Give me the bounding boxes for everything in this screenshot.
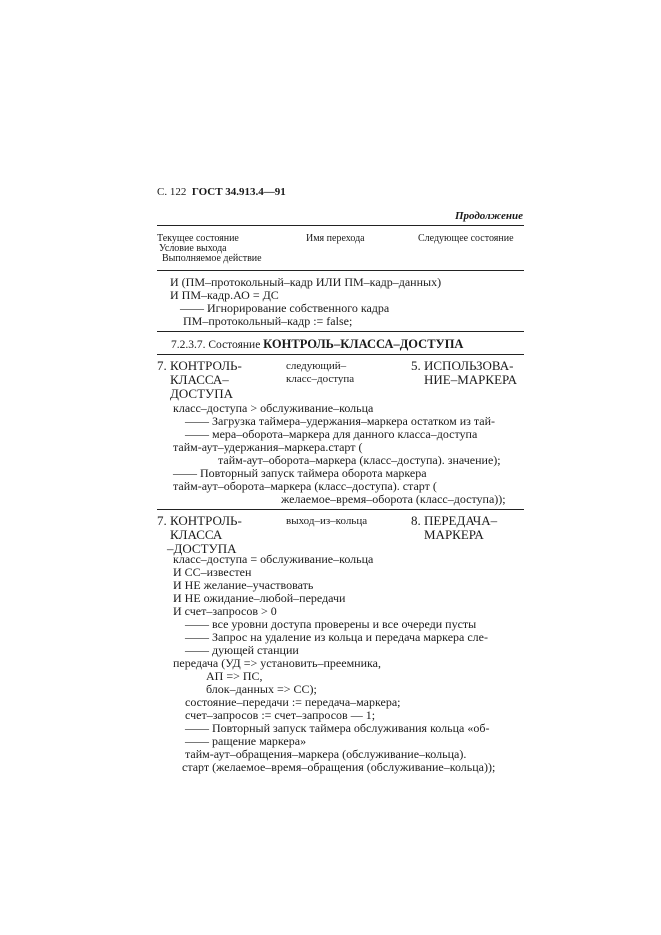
code-line: блок–данных => СС); (206, 682, 317, 696)
row-divider-rule (157, 509, 524, 510)
comment-line: —— Запрос на удаление из кольца и передача маркера сле- (185, 630, 488, 644)
column-header-next-state: Следующее состояние (418, 233, 514, 244)
row2-state: –ДОСТУПА (167, 541, 237, 556)
code-line: тайм-аут–обращения–маркера (обслуживание–кольца). (185, 747, 467, 761)
standard-number: ГОСТ 34.913.4—91 (191, 186, 286, 198)
table-top-rule (157, 225, 524, 226)
row2-transition: выход–из–кольца (286, 515, 368, 527)
code-line: И НЕ желание–участвовать (173, 578, 314, 592)
comment-line: —— мера–оборота–маркера для данного класса–доступа (185, 427, 478, 441)
code-line: И счет–запросов > 0 (173, 604, 277, 618)
section-heading (171, 337, 463, 352)
page-header (157, 186, 286, 198)
continuation-label: Продолжение (454, 210, 523, 222)
comment-line: —— все уровни доступа проверены и все очереди пусты (185, 617, 477, 631)
row1-state: 7. КОНТРОЛЬ- (157, 358, 242, 373)
section-bottom-rule (157, 354, 524, 355)
code-line: класс–доступа > обслуживание–кольца (173, 401, 374, 415)
header-bottom-rule (157, 270, 524, 271)
row1-next-state: 5. ИСПОЛЬЗОВА- (411, 358, 514, 373)
row2-next-state: МАРКЕРА (424, 527, 484, 542)
comment-line: —— дующей станции (185, 643, 299, 657)
section-number: 7.2.3.7. (171, 339, 206, 351)
row1-state: КЛАССА– (170, 372, 229, 387)
code-line: желаемое–время–оборота (класс–доступа)); (281, 492, 506, 506)
code-line: класс–доступа = обслуживание–кольца (173, 552, 374, 566)
code-line: тайм-аут–оборота–маркера (класс–доступа). значение); (218, 453, 501, 467)
code-line: И ПМ–кадр.АО = ДС (170, 288, 279, 302)
comment-line: —— Загрузка таймера–удержания–маркера остатком из тай- (185, 414, 496, 428)
section-label: Состояние (208, 339, 261, 351)
code-line: И НЕ ожидание–любой–передачи (173, 591, 346, 605)
code-line: ПМ–протокольный–кадр := false; (183, 314, 353, 328)
code-line: старт (желаемое–время–обращения (обслуживание–кольца)); (182, 760, 496, 774)
row2-next-state: 8. ПЕРЕДАЧА– (411, 513, 498, 528)
section-top-rule (157, 331, 524, 332)
code-line: И СС–известен (173, 565, 252, 579)
row1-state: ДОСТУПА (170, 386, 234, 401)
code-line: тайм-аут–удержания–маркера.старт ( (173, 440, 363, 454)
column-header-transition-name: Имя перехода (306, 233, 365, 244)
comment-line: —— Повторный запуск таймера обслуживания кольца «об- (185, 721, 490, 735)
comment-line: —— ращение маркера» (185, 734, 307, 748)
code-line: передача (УД => установить–преемника, (173, 656, 381, 670)
column-header-action: Выполняемое действие (162, 253, 262, 264)
column-header-current-state: Текущее состояние (157, 233, 239, 244)
code-line: счет–запросов := счет–запросов — 1; (185, 708, 376, 722)
page-number: С. 122 (157, 186, 187, 198)
row2-state: 7. КОНТРОЛЬ- (157, 513, 242, 528)
row2-state: КЛАССА (170, 527, 223, 542)
row1-transition: класс–доступа (286, 373, 355, 385)
code-line: АП => ПС, (206, 669, 263, 683)
column-header-exit-condition: Условие выхода (159, 243, 227, 254)
row1-transition: следующий– (286, 360, 347, 372)
code-line: тайм-аут–оборота–маркера (класс–доступа). старт ( (173, 479, 437, 493)
code-line: И (ПМ–протокольный–кадр ИЛИ ПМ–кадр–данных) (170, 275, 442, 289)
section-title: КОНТРОЛЬ–КЛАССА–ДОСТУПА (263, 337, 464, 351)
code-line: состояние–передачи := передача–маркера; (185, 695, 401, 709)
comment-line: —— Игнорирование собственного кадра (180, 301, 390, 315)
comment-line: —— Повторный запуск таймера оборота маркера (173, 466, 427, 480)
row1-next-state: НИЕ–МАРКЕРА (424, 372, 517, 387)
